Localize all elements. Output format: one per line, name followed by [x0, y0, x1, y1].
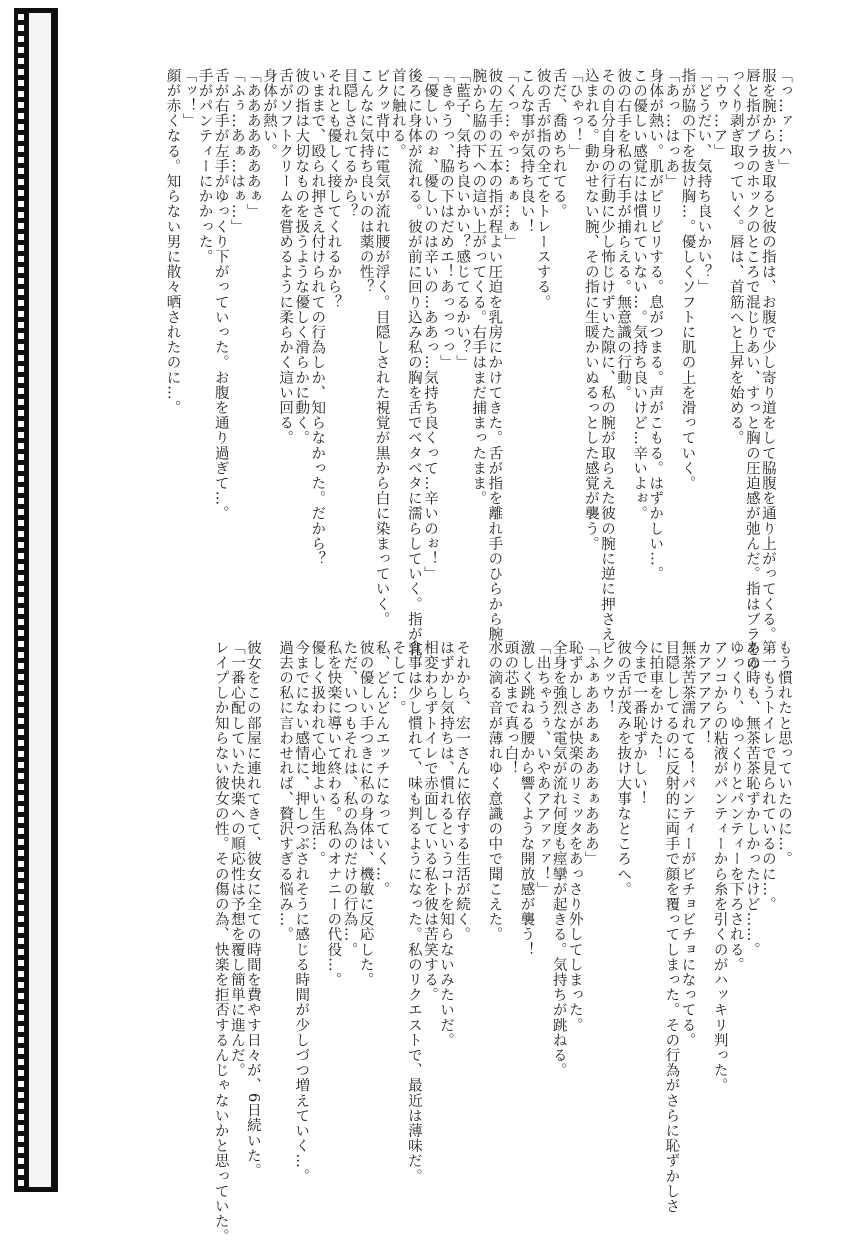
film-sprocket-hole — [18, 1092, 24, 1098]
upper-prose-line: 舌が右手が左手がゆっくり下がっていった。お腹を通り過ぎて…。 — [212, 68, 229, 521]
film-sprocket-hole — [18, 762, 24, 768]
upper-prose-line: その自分自身の行動に少し怖じけずいた隙に、私の腕が取らえた彼の腕に逆に押さえ — [598, 68, 615, 642]
film-sprocket-hole — [18, 828, 24, 834]
upper-prose-line: 「ウゥ…ア」 — [711, 68, 728, 159]
lower-prose-line: 彼女をこの部屋に連れてきて、彼女に全ての時間を費やす日々が、6日続いた。 — [244, 640, 261, 1179]
lower-prose-block — [212, 640, 792, 1244]
film-sprocket-hole — [18, 190, 24, 196]
upper-prose-line: 唇と指がブラのホックのところで混じりあい、すっと胸の圧迫感が弛んだ。指はブラをゆ — [743, 68, 760, 672]
film-sprocket-hole — [18, 872, 24, 878]
film-sprocket-hole — [18, 80, 24, 86]
film-sprocket-hole — [18, 399, 24, 405]
film-sprocket-hole — [18, 223, 24, 229]
film-sprocket-hole — [18, 553, 24, 559]
film-sprocket-hole — [18, 1048, 24, 1054]
upper-prose-line: 「ひゃっ！」 — [566, 68, 583, 159]
film-sprocket-hole — [18, 564, 24, 570]
film-sprocket-hole — [18, 355, 24, 361]
film-sprocket-hole — [18, 498, 24, 504]
upper-prose-line: っくり剥ぎ取っていく。唇は、首筋へと上昇を始める。 — [727, 68, 744, 446]
lower-prose-line: に拍車をかけた！ — [647, 640, 664, 761]
film-sprocket-hole — [18, 949, 24, 955]
upper-prose-line: 服を腕から抜き取ると彼の指は、お腹で少し寄り道をして脇腹を通り上がってくる。 — [759, 68, 776, 642]
film-sprocket-hole — [18, 124, 24, 130]
lower-prose-line: ビクッウ！ — [598, 640, 615, 716]
lower-prose-line: 今までにない感情に、押しつぶされそうに感じる時間が少しづつ増えていく…。 — [293, 640, 310, 1184]
lower-prose-line: 頭の芯まで真っ白！ — [502, 640, 519, 776]
film-sprocket-hole — [18, 443, 24, 449]
film-sprocket-hole — [18, 113, 24, 119]
lower-prose-line: レイプしか知らない彼女の性。その傷の為、快楽を拒否するんじゃないかと思っていた。 — [212, 640, 229, 1244]
upper-prose-line: 「くっ…ゃっ…ぁぁ…ぁ」 — [502, 68, 519, 250]
film-sprocket-hole — [18, 157, 24, 163]
film-sprocket-hole — [18, 1026, 24, 1032]
film-sprocket-hole — [18, 1136, 24, 1142]
film-sprocket-hole — [18, 14, 24, 20]
film-sprocket-hole — [18, 795, 24, 801]
lower-prose-line: 目隠ししてるのに反射的に両手で顔を覆ってしまった。その行為がさらに恥ずかしさ — [663, 640, 680, 1214]
film-sprocket-hole — [18, 630, 24, 636]
film-sprocket-hole — [18, 333, 24, 339]
film-sprocket-hole — [18, 1114, 24, 1120]
film-sprocket-hole — [18, 1103, 24, 1109]
upper-prose-line: この優しい感覚には慣れていない…。気持ち良いけど…辛いよぉ。 — [631, 68, 648, 521]
film-sprocket-hole — [18, 674, 24, 680]
film-sprocket-hole — [18, 432, 24, 438]
film-sprocket-hole — [18, 1169, 24, 1175]
film-sprocket-hole — [18, 806, 24, 812]
film-strip-border — [14, 8, 58, 1192]
lower-prose-line: 食事は少し慣れて、味も判るようになった。私のリクエストで、最近は薄味だ。 — [405, 640, 422, 1184]
film-sprocket-hole — [18, 91, 24, 97]
film-sprocket-hole — [18, 916, 24, 922]
film-sprocket-hole — [18, 1015, 24, 1021]
upper-prose-line: 手がパンティーにかかった。 — [196, 68, 213, 265]
film-sprocket-hole — [18, 476, 24, 482]
film-sprocket-hole — [18, 245, 24, 251]
film-sprocket-hole — [18, 905, 24, 911]
film-sprocket-hole — [18, 575, 24, 581]
film-sprocket-hole — [18, 927, 24, 933]
upper-prose-line: 彼の指は大切なものを扱うような優しく滑らかに動く。 — [293, 68, 310, 446]
lower-prose-line: 無茶苦茶濡れてる！パンティーがビチョビチョになってる。 — [679, 640, 696, 1048]
lower-prose-line: 優しく扱われて心地よい生活…。 — [309, 640, 326, 867]
film-sprocket-hole — [18, 652, 24, 658]
film-sprocket-hole — [18, 1004, 24, 1010]
upper-prose-line: 「ッ！」 — [180, 68, 197, 129]
upper-prose-line: 彼の左手の五本の指が程よい圧迫を乳房にかけてきた。舌が指を離れ手のひらから腕、 — [486, 68, 503, 657]
film-sprocket-hole — [18, 696, 24, 702]
film-sprocket-hole — [18, 817, 24, 823]
upper-prose-line: 「あああああああぁ」 — [244, 68, 261, 219]
lower-prose-line: それから、宏一さんに依存する生活が続く。 — [454, 640, 471, 942]
upper-prose-line: 込まれる。動かせない腕、その指に生暖かいぬるっとした感覚が襲う。 — [582, 68, 599, 552]
film-sprocket-hole — [18, 542, 24, 548]
film-sprocket-hole — [18, 883, 24, 889]
lower-prose-line — [261, 640, 277, 1140]
film-sprocket-hole — [18, 234, 24, 240]
film-sprocket-hole — [18, 751, 24, 757]
film-sprocket-hole — [18, 839, 24, 845]
film-sprocket-hole — [18, 707, 24, 713]
film-sprocket-hole — [18, 597, 24, 603]
upper-prose-line: 「ふぅ…あぁ…はぁ…」 — [228, 68, 245, 235]
lower-prose-line: 水の滴る音が薄れゆく意識の中で聞こえた。 — [486, 640, 503, 942]
lower-prose-line: 過去の私に言わせれば、贅沢すぎる悩み…。 — [277, 640, 294, 942]
film-sprocket-hole — [18, 982, 24, 988]
upper-prose-line: それとも優しく接してくれるから？ — [325, 68, 342, 310]
film-sprocket-hole — [18, 454, 24, 460]
upper-prose-line: 「っ…ァ…ハ」 — [776, 68, 792, 174]
film-sprocket-hole — [18, 586, 24, 592]
upper-prose-line: 身体が熱い。肌がピリピリする。息がつまる。声がこもる。はずかしい…。 — [647, 68, 664, 582]
lower-prose-line: 彼の舌が茂みを抜け大事なところへ。 — [615, 640, 632, 897]
film-sprocket-hole — [18, 465, 24, 471]
film-sprocket-hole — [18, 388, 24, 394]
lower-prose-line: あの時も、無茶苦茶恥ずかしかったけど……。 — [743, 640, 760, 958]
film-sprocket-hole — [18, 850, 24, 856]
lower-prose-line — [470, 640, 486, 1140]
film-sprocket-hole — [18, 311, 24, 317]
film-sprocket-hole — [18, 344, 24, 350]
film-sprocket-hole — [18, 894, 24, 900]
film-sprocket-hole — [18, 201, 24, 207]
film-sprocket-hole — [18, 509, 24, 515]
lower-prose-line: ただ、いつもそれは、私の為のだけの行為…。 — [341, 640, 358, 958]
film-sprocket-hole — [18, 971, 24, 977]
film-sprocket-hole — [18, 619, 24, 625]
lower-prose-line: 相変わらずトイレで赤面している私を彼は苦笑する。 — [421, 640, 438, 1003]
upper-prose-line: 顔が赤くなる。知らない男に散々晒されたのに…。 — [164, 68, 181, 416]
upper-prose-line: 身体が熱い。 — [261, 68, 277, 159]
film-sprocket-hole — [18, 861, 24, 867]
lower-prose-line: ゆっくり、ゆっくりとパンティーを下ろされる。 — [727, 640, 744, 973]
upper-prose-line: 目隠しされてるから？ — [341, 68, 358, 219]
film-sprocket-hole — [18, 641, 24, 647]
lower-prose-line: 恥ずかしさが快楽のリミッタをあっさり外してしまった。 — [566, 640, 583, 1033]
film-sprocket-hole — [18, 102, 24, 108]
film-sprocket-hole — [18, 289, 24, 295]
lower-prose-line: 私、どんどんエッチになっていく…。 — [373, 640, 390, 897]
lower-prose-line: 「ふぁあああぁあああぁあああ」 — [582, 640, 599, 867]
lower-prose-line: そして…。 — [389, 640, 406, 716]
film-sprocket-hole — [18, 487, 24, 493]
upper-prose-line: 「きゃうっ、脇の下はだめエ！あっっっっ」 — [438, 68, 455, 370]
film-sprocket-hole — [18, 377, 24, 383]
film-sprocket-hole — [18, 47, 24, 53]
lower-prose-line: 激しく跳ねる腰から響くような開放感が襲う！ — [518, 640, 535, 958]
film-sprocket-hole — [18, 1125, 24, 1131]
upper-prose-line: 指が脇の下を抜け胸…。優しくソフトに肌の上を滑っていく。 — [679, 68, 696, 491]
film-sprocket-hole — [18, 168, 24, 174]
film-sprocket-hole — [18, 740, 24, 746]
film-sprocket-hole — [18, 146, 24, 152]
film-sprocket-hole — [18, 663, 24, 669]
upper-prose-line: いままで、殴られ押さえ付けられての行為しか、知らなかった。だから？ — [309, 68, 326, 567]
lower-prose-line: 「出ちゃうぅ、いやあアアァァァ！」 — [534, 640, 551, 897]
lower-prose-line: もう慣れたと思っていたのに…。 — [776, 640, 792, 867]
film-sprocket-hole — [18, 729, 24, 735]
film-sprocket-hole — [18, 784, 24, 790]
film-sprocket-hole — [18, 1070, 24, 1076]
lower-prose-line: 第一もうトイレで見られているのに…。 — [759, 640, 776, 912]
film-sprocket-hole — [18, 322, 24, 328]
film-sprocket-hole — [18, 960, 24, 966]
film-sprocket-hole — [18, 938, 24, 944]
film-sprocket-hole — [18, 1147, 24, 1153]
lower-prose-line: 彼の優しい手つきに私の身体は、機敏に反応した。 — [357, 640, 374, 988]
upper-prose-line: 「どうだい、気持ち良いかい？」 — [695, 68, 712, 295]
upper-prose-line: こんな事が気持ち良い！ — [518, 68, 535, 235]
upper-prose-line: 「あっ…はっあ」 — [663, 68, 680, 189]
upper-prose-line: 「藍子、気持ち良いかい？感じてるかい？」 — [454, 68, 471, 370]
film-sprocket-hole — [18, 135, 24, 141]
upper-prose-line: 彼の右手を私の右手が捕らえる。無意識の行動。 — [615, 68, 632, 401]
film-sprocket-hole — [18, 179, 24, 185]
lower-prose-line: アソコからの粘液がパンティーから糸を引くのがハッキリ判った。 — [711, 640, 728, 1093]
film-sprocket-hole — [18, 25, 24, 31]
lower-prose-line: 私を快楽に導いて終わる。私のオナニーの代役…。 — [325, 640, 342, 988]
film-sprocket-hole — [18, 421, 24, 427]
film-sprocket-hole — [18, 520, 24, 526]
film-sprocket-hole — [18, 366, 24, 372]
upper-prose-line: こんなに気持ち良いのは薬の性？ — [357, 68, 374, 295]
film-sprocket-hole — [18, 267, 24, 273]
upper-prose-line: 首に触れる。 — [389, 68, 406, 159]
upper-prose-line: 後ろに身体が流れる。彼が前に回り込み私の胸を舌でベタベタに濡らしていく。指が乳 — [405, 68, 422, 657]
lower-prose-line: 全身を強烈な電気が流れ何度も痙攣が起きる。気持ちが跳ねる。 — [550, 640, 567, 1078]
lower-prose-line: カアアアアア！ — [695, 640, 712, 746]
film-sprocket-hole — [18, 256, 24, 262]
upper-prose-line: 彼の舌が指の全てをトレースする。 — [534, 68, 551, 310]
film-sprocket-hole — [18, 718, 24, 724]
film-sprocket-hole — [18, 1059, 24, 1065]
film-sprocket-hole — [18, 1180, 24, 1186]
upper-prose-line: 舌だ、喬めちれてる。 — [550, 68, 567, 219]
film-sprocket-hole — [18, 36, 24, 42]
film-sprocket-hole — [18, 58, 24, 64]
film-sprocket-hole — [18, 1158, 24, 1164]
film-sprocket-hole — [18, 993, 24, 999]
film-sprocket-hole — [18, 685, 24, 691]
film-sprocket-hole — [18, 608, 24, 614]
lower-prose-line: 今まで一番恥ずかしい！ — [631, 640, 648, 807]
film-sprocket-hole — [18, 1081, 24, 1087]
film-sprocket-hole — [18, 531, 24, 537]
film-sprocket-hole — [18, 1037, 24, 1043]
film-sprocket-hole — [18, 212, 24, 218]
film-sprocket-hole — [18, 278, 24, 284]
upper-prose-line: 舌がソフトクリームを嘗めるように柔らかく這い回る。 — [277, 68, 294, 446]
film-sprocket-hole — [18, 773, 24, 779]
upper-prose-line: 「優しいのぉ、優しいのは辛いの…ああっ…気持ち良くって…辛いのぉ！」 — [421, 68, 438, 582]
upper-prose-block — [164, 68, 792, 672]
film-sprocket-hole — [18, 410, 24, 416]
lower-prose-line: 「一番心配していた快楽への順応性は予想を覆し簡単に進んだ。 — [228, 640, 245, 1078]
film-sprocket-hole — [18, 300, 24, 306]
lower-prose-line: はずかし気持ちは、慣れるというコトを知らないみたいだ。 — [438, 640, 455, 1048]
upper-prose-line: ビクッ背中に電気が流れ腰が浮く。目隠しされた視覚が黒から白に染まっていく。 — [373, 68, 390, 627]
film-sprocket-hole — [18, 69, 24, 75]
upper-prose-line: 腕から脇の下への這い上がってくる。右手はまだ捕まったまま。 — [470, 68, 487, 506]
